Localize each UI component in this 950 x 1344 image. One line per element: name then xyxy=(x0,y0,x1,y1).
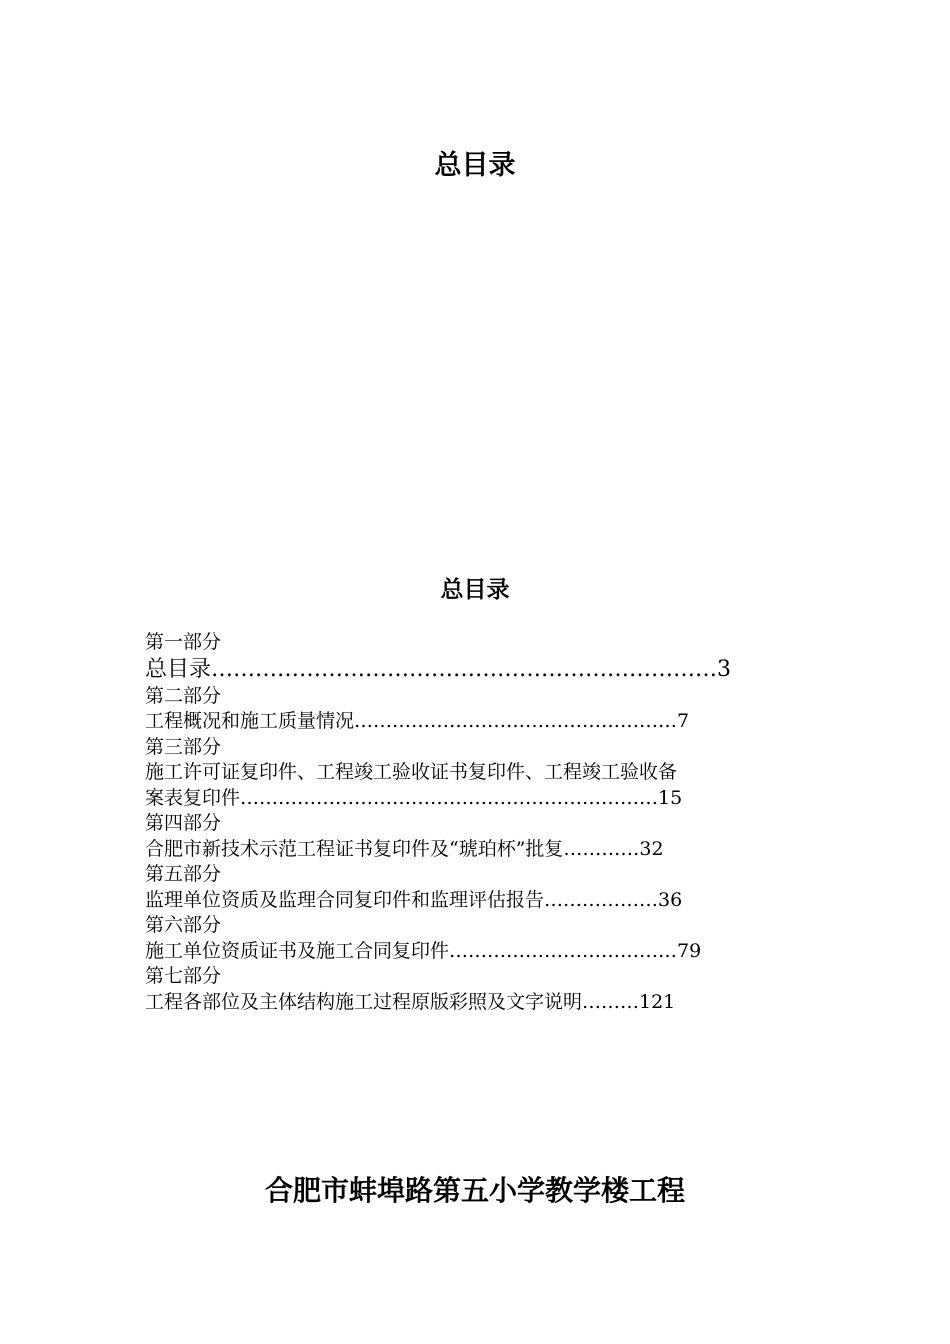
toc-part-label: 第四部分 xyxy=(145,812,222,834)
toc-part-label: 第三部分 xyxy=(145,735,222,758)
toc-entry-continuation[interactable]: 案表复印件…………………………………………………………15 xyxy=(145,786,683,809)
toc-entry[interactable]: 工程概况和施工质量情况……………………………………………7 xyxy=(145,710,690,732)
toc-part-label: 第六部分 xyxy=(145,914,222,936)
project-title: 合肥市蚌埠路第五小学教学楼工程 xyxy=(264,1174,685,1207)
toc-part-label: 第一部分 xyxy=(145,631,222,653)
toc-entry[interactable]: 工程各部位及主体结构施工过程原版彩照及文字说明………121 xyxy=(145,990,676,1013)
toc-entry[interactable]: 施工许可证复印件、工程竣工验收证书复印件、工程竣工验收备 xyxy=(145,761,678,783)
toc-entry[interactable]: 总目录……………………………………………………………3 xyxy=(145,656,731,682)
toc-title: 总目录 xyxy=(440,576,510,603)
toc-part-label: 第二部分 xyxy=(145,684,222,707)
toc-entry[interactable]: 监理单位资质及监理合同复印件和监理评估报告………………36 xyxy=(145,888,683,911)
toc-part-label: 第七部分 xyxy=(145,965,222,987)
toc-entry[interactable]: 施工单位资质证书及施工合同复印件………………………………79 xyxy=(145,939,702,962)
table-of-contents xyxy=(145,630,825,1015)
toc-entry[interactable]: 合肥市新技术示范工程证书复印件及“琥珀杯”批复…………32 xyxy=(145,837,664,860)
page-title: 总目录 xyxy=(434,150,516,181)
toc-part-label: 第五部分 xyxy=(145,863,222,885)
